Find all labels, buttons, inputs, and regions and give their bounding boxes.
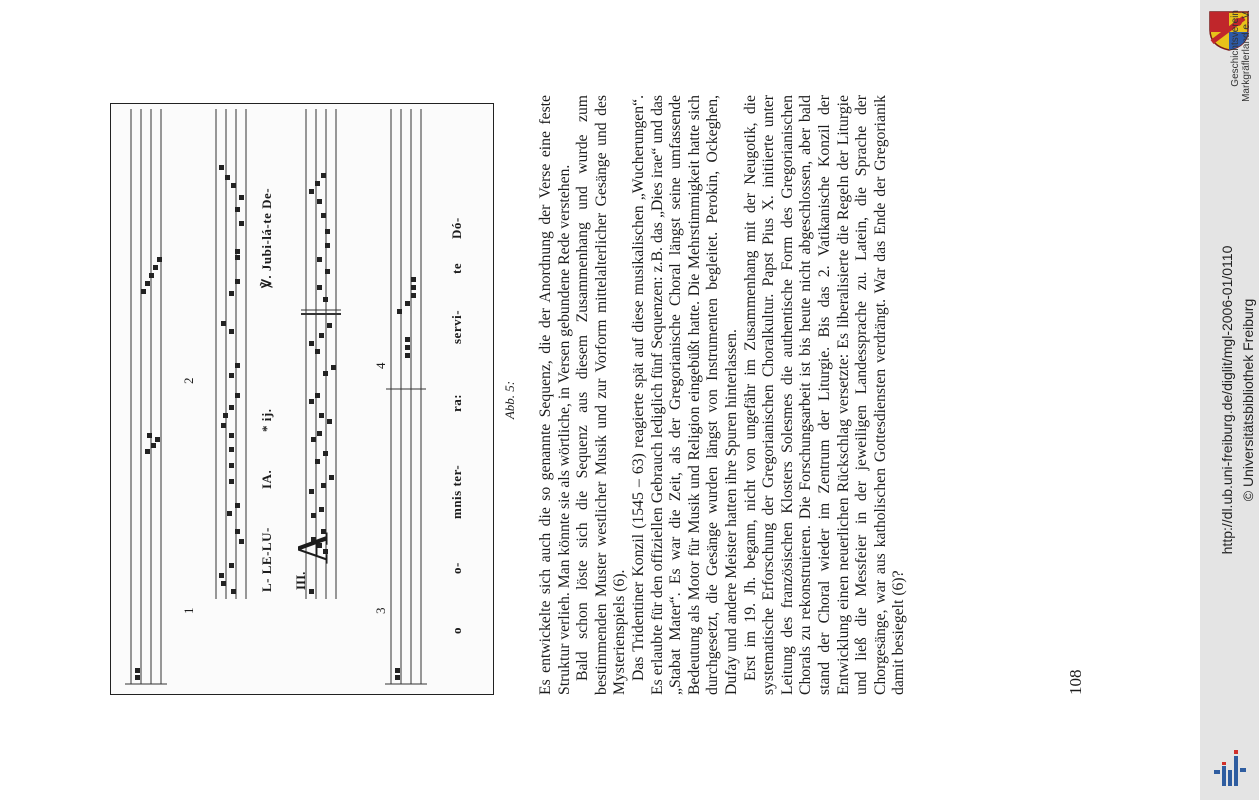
mode-label: III. xyxy=(293,571,308,590)
lyric-1a: L- LE-LU- xyxy=(259,527,274,592)
page-number: 108 xyxy=(1066,669,1085,695)
lyric-2c: mnis ter- xyxy=(449,464,464,519)
paragraph-4: Erst im 19. Jh. begann, nicht von ungefähr im Zusammenhang mit der Neugotik, die systematische Erforschung der Gregorianischen Choralkultur. Papst Pius X. initiierte unter Leitung des französischen Klosters Solesmes die authentische Form des Gregorianischen Chorals zu rekonstruieren. Die Forschungsarbeit ist bis heute nicht abgeschlossen, aber bald stand der Choral wieder im Zentrum der Liturgie. Bis das 2. Vatikanische Konzil der Entwicklung einen neuerlichen Rückschlag versetzte: Es liberalisierte die Regeln der Liturgie und ließ die Messfeier in der jeweiligen Landessprache zu. Latein, die Sprache der Chorgesänge, war aus katholischen Gottesdiensten verdrängt. War das Ende der Gregorianik damit besiegelt (6)? xyxy=(741,95,908,695)
copyright-notice: © Universitätsbibliothek Freiburg xyxy=(1240,298,1256,502)
lyric-1c: * ij. xyxy=(259,408,274,432)
music-notation-figure xyxy=(110,103,494,695)
society-line-2: Markgräflerland e. V. xyxy=(1241,10,1252,102)
society-line-1: Geschichtsverein xyxy=(1230,10,1241,87)
lyric-1d: ℣. Jubi-lá-te De- xyxy=(259,187,274,288)
article-body xyxy=(537,95,909,695)
lyric-2b: o- xyxy=(449,562,464,574)
lyric-2d: ra: xyxy=(449,393,464,412)
section-number-4: 4 xyxy=(373,362,388,369)
lyric-2a: o xyxy=(449,627,464,634)
lyric-2f: te xyxy=(449,262,464,274)
source-url-link[interactable]: http://dl.ub.uni-freiburg.de/diglit/mgl-2006-01/0110 xyxy=(1219,245,1235,555)
lyric-2g: Dó- xyxy=(449,217,464,239)
lyric-2e: servi- xyxy=(449,309,464,344)
chant-staves xyxy=(111,104,493,694)
ub-freiburg-logo-icon xyxy=(1210,748,1250,788)
initial-letter: A xyxy=(288,532,337,564)
paragraph-2: Bald schon löste sich die Sequenz aus diesem Zusammenhang und wurde zum bestimmenden Muster westlicher Musik und zur Vorform mittelalterlicher Gesänge und des Mysterienspiels (6). xyxy=(574,95,629,695)
paragraph-1: Es entwickelte sich auch die so genannte Sequenz, die der Anordnung der Verse eine feste Struktur verlieh. Man könnte sie als wörtliche, in Versen gebundene Rede verstehen. xyxy=(537,95,573,695)
section-number-3: 3 xyxy=(373,607,388,614)
section-number-2: 2 xyxy=(181,377,196,384)
paragraph-3: Das Tridentiner Konzil (1545 – 63) reagierte spät auf diese musikalischen „Wucherungen“. Es erlaubte für den offiziellen Gebrauch lediglich fünf Sequenzen: z.B. das „Dies irae“ und das „Stabat Mater“. Es war die Zeit, als der Gregorianische Choral längst seine umfassende Bedeutung als Motor für Musik und Religion eingebüßt hatte. Die Mehrstimmigkeit hatte sich durchgesetzt, die Gesänge wurden längst von Instrumenten begleitet. Perokin, Ockeghen, Dufay und andere Meister hatten ihre Spuren hinterlassen. xyxy=(629,95,740,695)
lyric-1b: IA. xyxy=(259,469,274,489)
figure-caption: Abb. 5: xyxy=(502,380,517,420)
section-number-1: 1 xyxy=(181,607,196,614)
